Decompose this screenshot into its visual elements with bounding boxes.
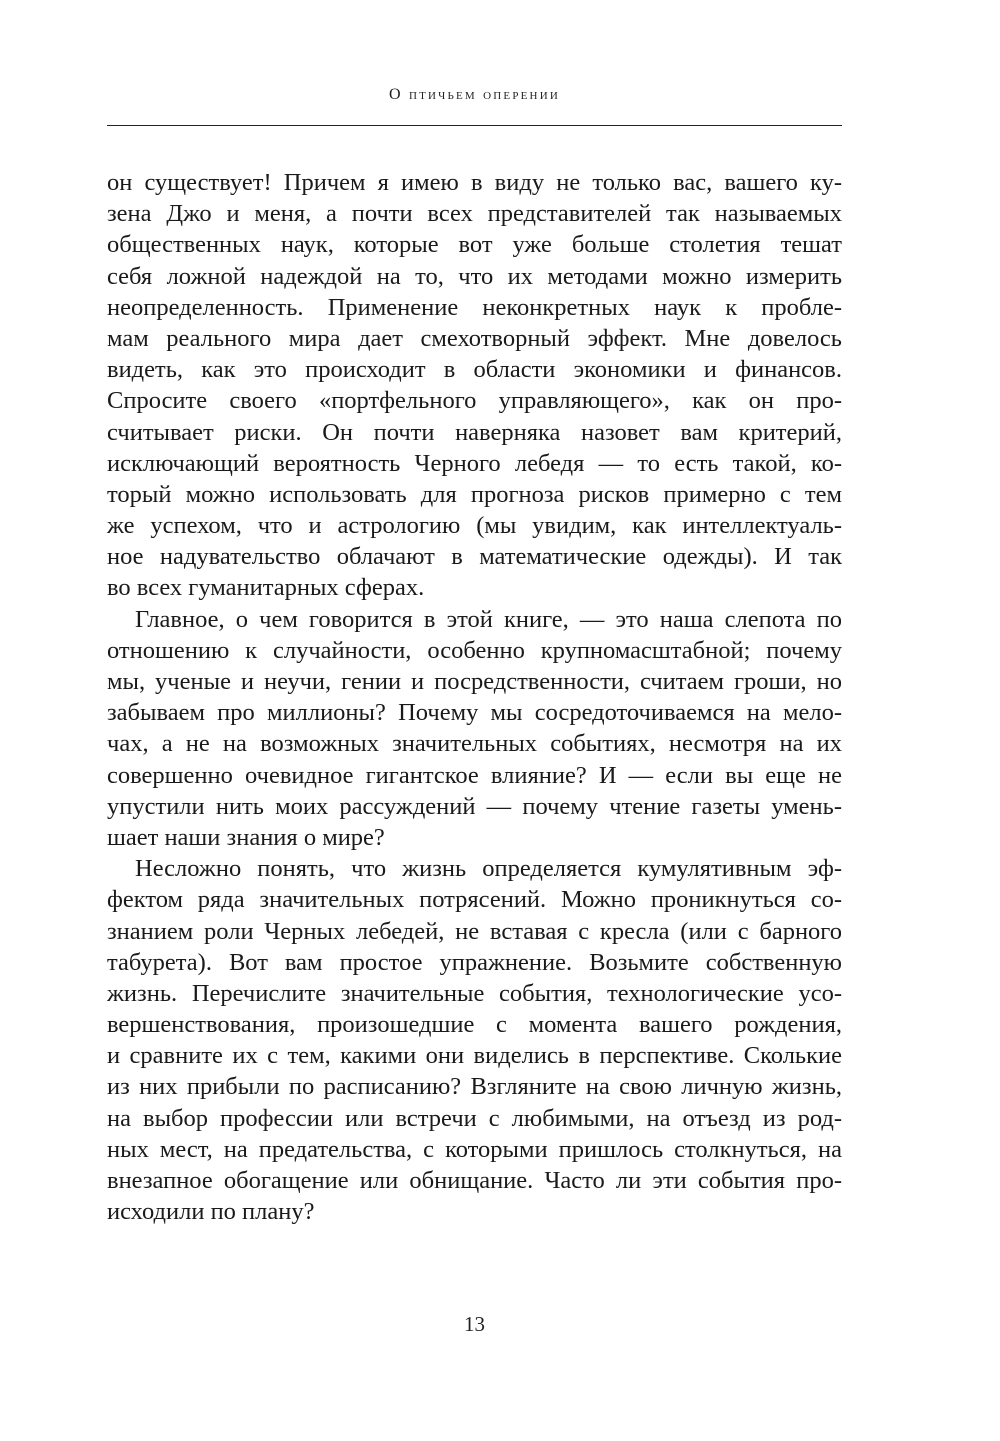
text-line: ное надувательство облачают в математические одежды). И так [107, 543, 842, 571]
text-line: мам реального мира дает смехотворный эффект. Мне довелось [107, 324, 842, 352]
text-line: видеть, как это происходит в области экономики и финансов. [107, 356, 842, 384]
text-line: исходили по плану? [107, 1198, 315, 1226]
text-line: из них прибыли по расписанию? Взгляните на свою личную жизнь, [107, 1073, 842, 1101]
text-line: и сравните их с тем, какими они виделись в перспективе. Сколькие [107, 1042, 842, 1070]
text-line: же успехом, что и астрологию (мы увидим, как интеллектуаль- [107, 512, 842, 540]
text-line: мы, ученые и неучи, гении и посредственности, считаем гроши, но [107, 668, 842, 695]
text-line: на выбор профессии или встречи с любимыми, на отъезд из род- [107, 1104, 842, 1132]
text-line: чах, а не на возможных значительных событиях, несмотря на их [107, 730, 842, 758]
text-line: общественных наук, которые вот уже больше столетия тешат [107, 231, 842, 259]
text-line: Несложно понять, что жизнь определяется кумулятивным эф- [135, 855, 842, 883]
text-line: внезапное обогащение или обнищание. Часто ли эти события про- [107, 1167, 842, 1194]
text-line: знанием роли Черных лебедей, не вставая с кресла (или с барного [107, 917, 842, 945]
text-line: исключающий вероятность Черного лебедя — то есть такой, ко- [107, 449, 842, 477]
text-line: фектом ряда значительных потрясений. Можно проникнуться со- [107, 886, 842, 914]
text-line: он существует! Причем я имею в виду не только вас, вашего ку- [107, 169, 842, 196]
text-line: вершенствования, произошедшие с момента вашего рождения, [107, 1011, 842, 1039]
text-line: зена Джо и меня, а почти всех представителей так называемых [107, 200, 842, 228]
page-number: 13 [464, 1312, 485, 1336]
body-text [107, 167, 842, 1227]
text-line: шает наши знания о мире? [107, 823, 385, 851]
text-line: Главное, о чем говорится в этой книге, — это наша слепота по [135, 605, 842, 633]
paragraph [107, 853, 842, 1227]
text-line: совершенно очевидное гигантское влияние? И — если вы еще не [107, 761, 842, 789]
text-line: табурета). Вот вам простое упражнение. Возьмите собственную [107, 948, 842, 976]
text-line: неопределенность. Применение неконкретных наук к пробле- [107, 293, 842, 321]
text-line: упустили нить моих рассуждений — почему чтение газеты умень- [107, 792, 842, 820]
text-line: Спросите своего «портфельного управляющего», как он про- [107, 387, 842, 415]
text-line: себя ложной надеждой на то, что их методами можно измерить [107, 262, 842, 290]
text-line: считывает риски. Он почти наверняка назовет вам критерий, [107, 418, 842, 446]
text-line: торый можно использовать для прогноза рисков примерно с тем [107, 480, 842, 508]
text-line: отношению к случайности, особенно крупномасштабной; почему [107, 636, 842, 664]
text-line: ных мест, на предательства, с которыми пришлось столкнуться, на [107, 1135, 842, 1163]
paragraph [107, 604, 842, 854]
text-line: забываем про миллионы? Почему мы сосредоточиваемся на мело- [107, 699, 842, 727]
running-head: О птичьем оперении [388, 86, 560, 103]
header-rule [107, 125, 842, 126]
text-line: жизнь. Перечислите значительные события, технологические усо- [107, 979, 842, 1007]
paragraph [107, 167, 842, 604]
text-line: во всех гуманитарных сферах. [107, 574, 425, 602]
